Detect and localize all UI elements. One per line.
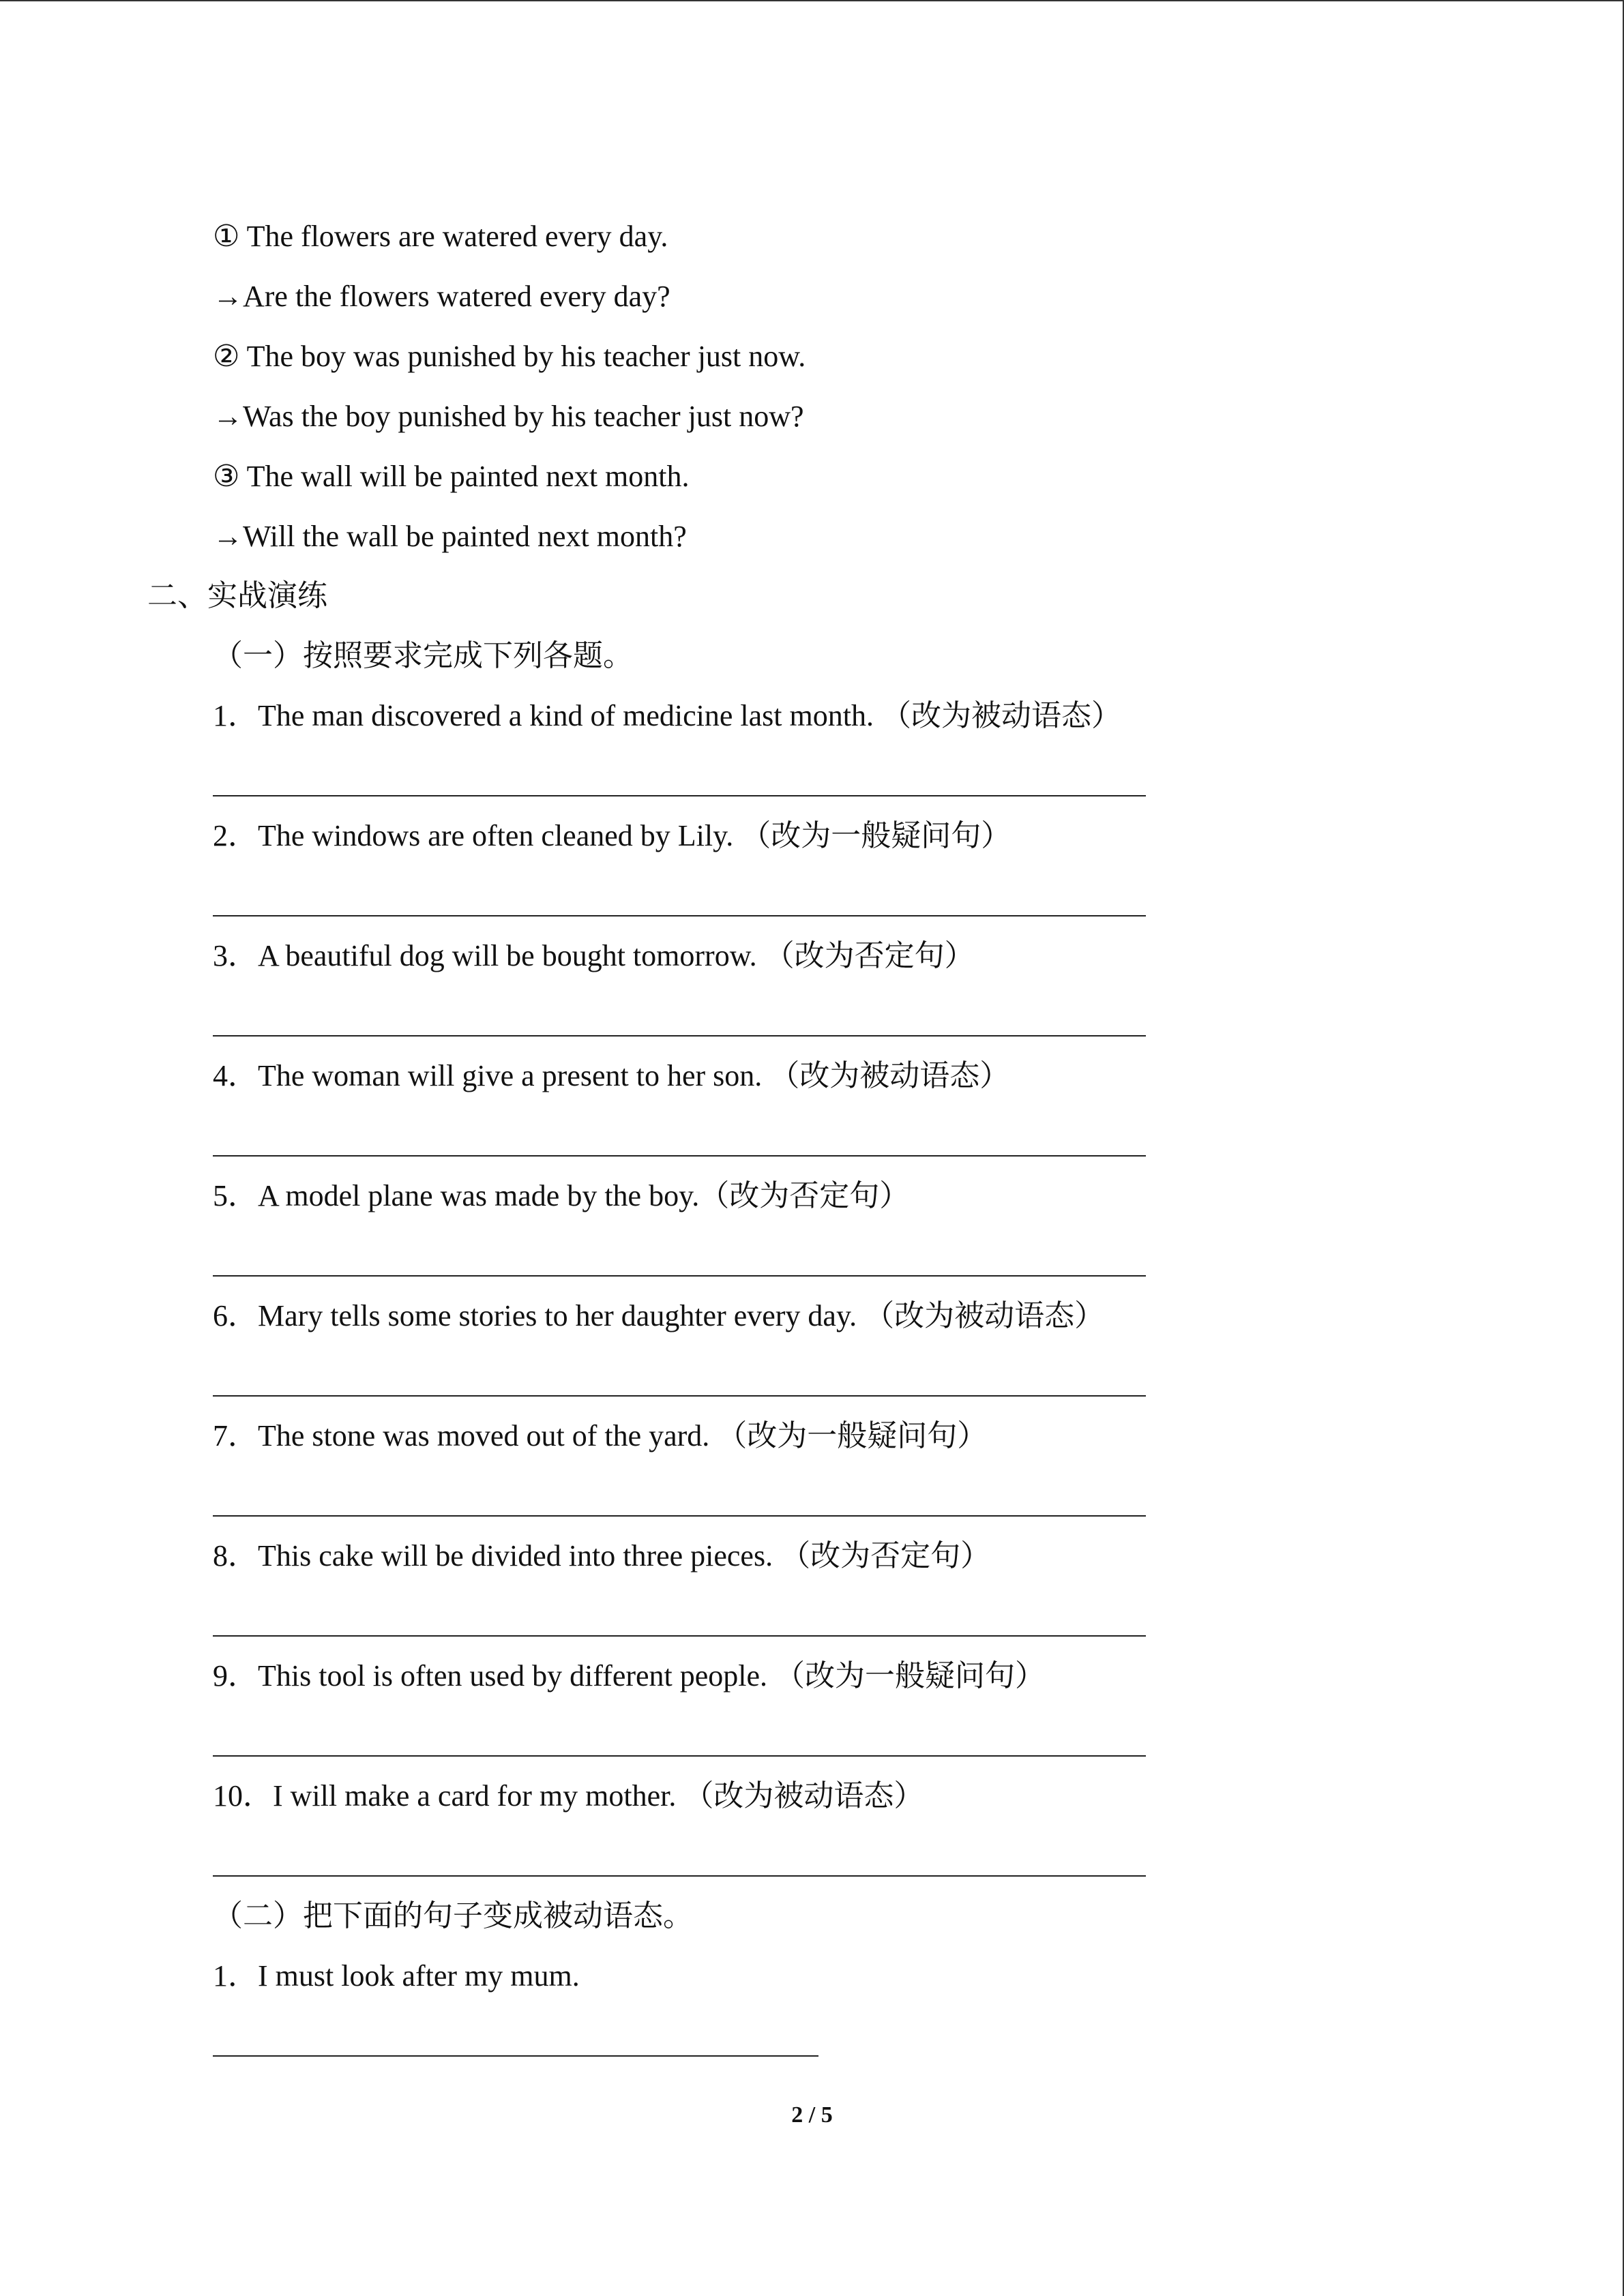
- answer-line[interactable]: [213, 1035, 1146, 1037]
- exercise-item: 8．This cake will be divided into three pieces. （改为否定句）: [213, 1539, 991, 1572]
- example-sentence: ② The boy was punished by his teacher just now.: [213, 340, 806, 373]
- answer-line[interactable]: [213, 1875, 1146, 1877]
- answer-line[interactable]: [213, 2055, 818, 2057]
- answer-line[interactable]: [213, 1275, 1146, 1277]
- exercise-item: 9．This tool is often used by different people. （改为一般疑问句）: [213, 1659, 1046, 1693]
- answer-line[interactable]: [213, 1755, 1146, 1757]
- answer-line[interactable]: [213, 1395, 1146, 1397]
- exercise-item: 3．A beautiful dog will be bought tomorrow. （改为否定句）: [213, 939, 975, 972]
- answer-line[interactable]: [213, 1635, 1146, 1637]
- answer-line[interactable]: [213, 795, 1146, 796]
- part1-heading: （一）按照要求完成下列各题。: [213, 639, 633, 672]
- exercise-item: 10．I will make a card for my mother. （改为被动语态）: [213, 1779, 924, 1813]
- page-number: 2 / 5: [791, 2102, 833, 2128]
- exercise-item: 1．I must look after my mum.: [213, 1959, 580, 1993]
- part2-heading: （二）把下面的句子变成被动语态。: [213, 1899, 693, 1933]
- example-sentence: ① The flowers are watered every day.: [213, 220, 668, 253]
- example-answer: →Will the wall be painted next month?: [213, 520, 687, 553]
- exercise-item: 1．The man discovered a kind of medicine last month. （改为被动语态）: [213, 699, 1121, 732]
- section-title: 二、实战演练: [147, 579, 327, 612]
- example-answer: →Was the boy punished by his teacher just now?: [213, 400, 804, 433]
- exercise-item: 6．Mary tells some stories to her daughter every day. （改为被动语态）: [213, 1299, 1105, 1332]
- example-sentence: ③ The wall will be painted next month.: [213, 460, 690, 493]
- exercise-item: 5．A model plane was made by the boy.（改为否定句）: [213, 1179, 910, 1212]
- exercise-item: 7．The stone was moved out of the yard. （改为一般疑问句）: [213, 1419, 988, 1452]
- example-answer: →Are the flowers watered every day?: [213, 280, 670, 313]
- exercise-item: 2．The windows are often cleaned by Lily. （改为一般疑问句）: [213, 819, 1012, 852]
- answer-line[interactable]: [213, 1515, 1146, 1517]
- exercise-item: 4．The woman will give a present to her son. （改为被动语态）: [213, 1059, 1010, 1092]
- answer-line[interactable]: [213, 915, 1146, 916]
- answer-line[interactable]: [213, 1155, 1146, 1157]
